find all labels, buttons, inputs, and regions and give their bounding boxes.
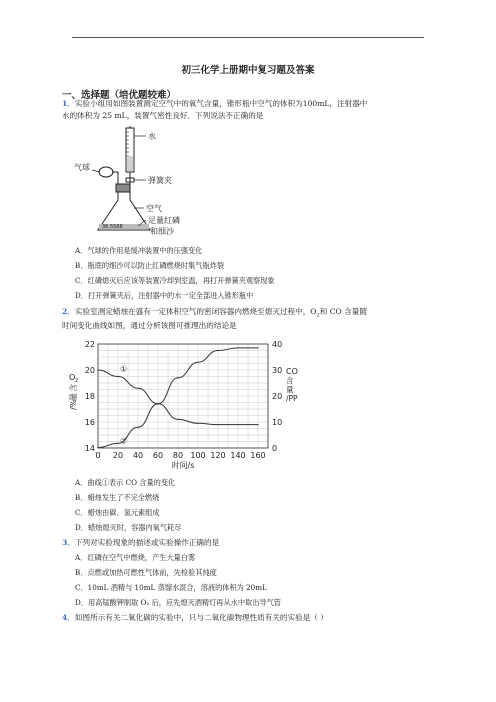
x-tick-label: 100 (190, 451, 206, 460)
x-tick-label: 40 (132, 451, 144, 460)
q3-option-b: B．点燃或加热可燃性气体前，先检验其纯度 (75, 568, 217, 577)
q3-option-d: D．用高锰酸钾制取 O₂ 后，应先熄灭酒精灯再从水中取出导气管 (75, 598, 281, 607)
y-right-axis-label-part: 含 (286, 376, 294, 385)
y-right-tick-label: 20 (272, 392, 283, 401)
series-label-1: ① (120, 364, 128, 374)
y-left-tick-label: 14 (84, 444, 95, 453)
x-tick-label: 0 (95, 451, 101, 460)
y-right-axis-label-part: 量 (286, 385, 294, 394)
q1-text-line1: 1．实验小组用如图装置测定空气中的氧气含量，锥形瓶中空气的体积为100mL，注射器中 (62, 99, 368, 108)
series-point-1 (97, 369, 98, 370)
series-point-1 (217, 424, 218, 425)
x-tick-label: 140 (230, 451, 246, 460)
series-point-2 (97, 447, 98, 448)
q2-option-c: C．蜡烛由碳、氢元素组成 (75, 508, 160, 517)
series-label-2: ② (120, 436, 128, 446)
q2-option-a: A．曲线①表示 CO 含量的变化 (75, 478, 176, 487)
series-point-2 (157, 403, 158, 404)
section-heading: 一、选择题（培优题较难） (62, 90, 177, 101)
y-left-axis-label-part: 含 (69, 384, 78, 392)
series-point-2 (137, 427, 138, 428)
q3-number: 3． (62, 538, 75, 547)
q1-text-line2: 水的体积为 25 mL，装置气密性良好．下列说法不正确的是 (62, 111, 264, 120)
water-label: 水 (148, 132, 156, 141)
q1-option-d: D．打开弹簧夹后，注射器中的水一定全部进入锥形瓶中 (75, 291, 254, 300)
y-left-tick-label: 16 (84, 418, 95, 427)
flask-sand-label: 36.5568 (102, 224, 123, 230)
y-right-axis-label-part: /PP (286, 394, 298, 403)
phosphorus-label-2: 和细沙 (150, 227, 174, 236)
q4-text: 4．如图所示有关二氧化碳的实验中，只与二氧化碳物理性质有关的实验是（ ） (62, 613, 328, 622)
series-point-2 (237, 347, 238, 348)
x-axis-label: 时间/s (171, 461, 195, 470)
series-point-1 (197, 423, 198, 424)
q2-number: 2． (62, 307, 75, 316)
y-right-tick-label: 40 (272, 340, 283, 349)
x-tick-label: 80 (172, 451, 184, 460)
phosphorus-label-1: 足量红磷 (148, 216, 180, 225)
series-point-1 (237, 424, 238, 425)
q1-option-a: A．气球的作用是缓冲装置中的压强变化 (75, 246, 203, 255)
air-label: 空气 (146, 204, 162, 213)
q2-text-line2: 时间变化曲线如图，通过分析该图可推理出的结论是 (62, 321, 237, 330)
y-left-tick-label: 18 (84, 392, 95, 401)
y-left-axis-label-part: /% (69, 399, 78, 410)
q1-number: 1． (62, 99, 75, 108)
q3-option-c: C．10mL 酒精与 10mL 蒸馏水混合，溶液的体积为 20mL (75, 583, 267, 592)
y-left-axis-label-part: 量 (69, 393, 78, 401)
q4-number: 4． (62, 613, 75, 622)
series-point-1 (137, 388, 138, 389)
series-point-2 (217, 350, 218, 351)
q1-apparatus-figure (74, 126, 204, 238)
document-title: 初三化学上册期中复习题及答案 (181, 65, 315, 76)
q2-option-b: B．蜡烛发生了不完全燃烧 (75, 493, 160, 502)
q1-option-b: B．瓶底的细沙可以防止红磷燃烧时集气瓶炸裂 (75, 261, 225, 270)
y-left-axis-label: O (69, 373, 76, 382)
q1-option-c: C．红磷熄灭后应该等装置冷却到室温，再打开弹簧夹观察现象 (75, 276, 275, 285)
series-point-2 (257, 347, 258, 348)
x-tick-label: 160 (250, 451, 266, 460)
q2-text-line1: 2．实验室测定蜡烛在盛有一定体积空气的密闭容器内燃烧至熄灭过程中，$O_2$和 CO 含量随 (62, 307, 367, 319)
series-point-2 (177, 377, 178, 378)
y-right-axis-label-part: CO (286, 367, 298, 376)
q2-option-d: D．蜡烛熄灭时，容器内氧气耗尽 (75, 523, 182, 532)
balloon-label: 气球 (74, 163, 90, 172)
q3-text: 3．下列对实验现象的描述或实验操作正确的是 (62, 538, 220, 547)
series-point-1 (117, 376, 118, 377)
q2-line-chart (68, 340, 308, 470)
series-point-2 (197, 362, 198, 363)
x-tick-label: 120 (210, 451, 226, 460)
series-point-1 (177, 419, 178, 420)
series-point-1 (257, 424, 258, 425)
header-rule (72, 37, 424, 38)
y-right-tick-label: 10 (272, 418, 283, 427)
x-tick-label: 60 (152, 451, 164, 460)
x-tick-label: 20 (112, 451, 124, 460)
y-left-tick-label: 22 (84, 340, 95, 349)
y-left-tick-label: 20 (84, 366, 95, 375)
y-left-axis-label-sub: 2 (75, 378, 79, 384)
q3-option-a: A．红磷在空气中燃烧，产生大量白雾 (75, 553, 196, 562)
y-right-tick-label: 30 (272, 366, 283, 375)
clamp-label: 弹簧夹 (148, 176, 172, 185)
series-point-2 (117, 443, 118, 444)
y-right-tick-label: 0 (272, 444, 278, 453)
